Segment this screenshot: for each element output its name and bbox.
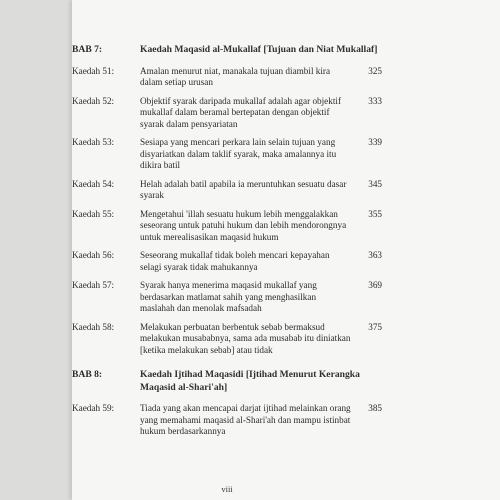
- entry-text: Seseorang mukallaf tidak boleh mencari kepayahan selagi syarak tidak mahukannya: [140, 250, 330, 272]
- entry-label: Kaedah 56:: [72, 250, 115, 260]
- entry-text: Syarak hanya menerima maqasid mukallaf yang berdasarkan matlamat sahih yang menghasilkan maslahah dan menolak mafsadah: [140, 280, 317, 313]
- toc-entry: [72, 250, 382, 273]
- toc-entry: [72, 403, 382, 438]
- table-of-contents: [72, 44, 382, 445]
- toc-entry: [72, 96, 382, 131]
- entry-label: Kaedah 54:: [72, 178, 115, 189]
- entry-text: Mengetahui 'illah sesuatu hukum lebih menggalakkan seseorang untuk patuhi hukum dan lebih mendorongnya untuk merealisasikan maqasid hukum: [140, 208, 347, 242]
- entry-page-number: 385: [368, 403, 382, 413]
- page-folio: viii: [221, 484, 233, 494]
- chapter-label: BAB 7:: [72, 44, 103, 55]
- entry-text: Tiada yang akan mencapai darjat ijtihad melainkan orang yang memahami maqasid al-Shari'ah dan mampu istinbat hukum berdasarkannya: [140, 403, 351, 436]
- toc-entry: [72, 322, 382, 357]
- entry-text: Helah adalah batil apabila ia meruntuhkan sesuatu dasar syarak: [140, 178, 347, 200]
- entry-page-number: 345: [368, 178, 382, 189]
- chapter-heading: [72, 44, 382, 57]
- chapter-heading: [72, 369, 382, 394]
- toc-entry: [72, 209, 382, 244]
- entry-page-number: 339: [368, 137, 382, 147]
- entry-text: Sesiapa yang mencari perkara lain selain tujuan yang disyariatkan dalam taklif syarak, maka amalannya itu dikira batil: [140, 137, 337, 170]
- entry-text: Amalan menurut niat, manakala tujuan diambil kira dalam setiap urusan: [140, 65, 331, 87]
- entry-page-number: 369: [368, 280, 382, 290]
- chapter-label: BAB 8:: [72, 369, 103, 380]
- entry-page-number: 363: [368, 250, 382, 260]
- entry-label: Kaedah 53:: [72, 137, 115, 147]
- entry-label: Kaedah 51:: [72, 65, 115, 76]
- entry-label: Kaedah 55:: [72, 208, 115, 219]
- chapter-title: Kaedah Ijtihad Maqasidi [Ijtihad Menurut Kerangka Maqasid al-Shari'ah]: [140, 369, 360, 393]
- entry-label: Kaedah 52:: [72, 95, 115, 106]
- toc-entry: [72, 280, 382, 315]
- entry-page-number: 375: [368, 321, 382, 332]
- entry-label: Kaedah 57:: [72, 280, 115, 290]
- entry-text: Objektif syarak daripada mukallaf adalah agar objektif mukallaf dalam beramal bertepatan dengan objektif syarak dalam pensyariatan: [140, 95, 342, 129]
- entry-text: Melakukan perbuatan berbentuk sebab bermaksud melakukan musababnya, sama ada musabab itu diniatkan [ketika melakukan sebab] atau tidak: [140, 321, 351, 355]
- toc-entry: [72, 66, 382, 89]
- chapter-title: Kaedah Maqasid al-Mukallaf [Tujuan dan Niat Mukallaf]: [140, 44, 378, 55]
- entry-label: Kaedah 58:: [72, 321, 115, 332]
- entry-page-number: 355: [368, 208, 382, 219]
- toc-entry: [72, 137, 382, 172]
- entry-page-number: 325: [368, 65, 382, 76]
- entry-label: Kaedah 59:: [72, 403, 115, 413]
- toc-entry: [72, 179, 382, 202]
- entry-page-number: 333: [368, 95, 382, 106]
